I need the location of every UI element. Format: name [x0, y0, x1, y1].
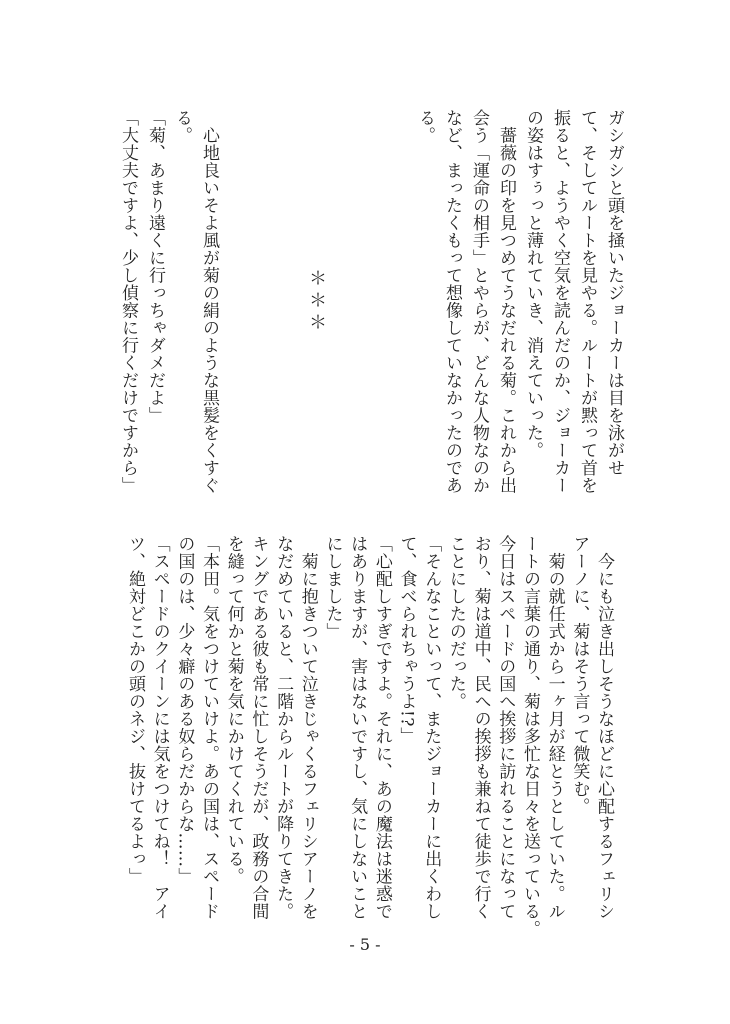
- text-line: アーノに、菊はそう言って微笑む。: [569, 535, 590, 815]
- bottom-text-block: [118, 535, 612, 938]
- text-line: はありますが、害はないですし、気にしないこと: [347, 535, 368, 920]
- text-line: ツ、絶対どこかの頭のネジ、抜けてるよっ」: [124, 535, 145, 885]
- text-line: 今日はスペードの国へ挨拶に訪れることになって: [495, 535, 516, 920]
- text-line: 「本田。気をつけていけよ。あの国は、スペード: [199, 535, 219, 920]
- text-line: なだめていると、二階からルートが降りてきた。: [273, 535, 294, 920]
- text-line: おり、菊は道中、民への挨拶も兼ねて徒歩で行く: [470, 535, 491, 920]
- blank-line: [352, 109, 379, 494]
- separator-stars: ＊＊＊: [306, 269, 327, 335]
- blank-line: [217, 109, 244, 494]
- text-line: キングである彼も常に忙しそうだが、政務の合間: [248, 535, 269, 920]
- text-line: 会う「運命の相手」とやらが、どんな人物なのか: [469, 109, 489, 494]
- text-line: を縫って何かと菊を気にかけてくれている。: [223, 535, 244, 885]
- text-line: 心地良いそよ風が菊の絹のような黒髪をくすぐ: [199, 109, 219, 494]
- top-text-block: [109, 109, 622, 494]
- text-line: 菊の就任式から一ヶ月が経とうとしていた。ル: [544, 535, 565, 920]
- text-line: ガシガシと頭を掻いたジョーカーは目を泳がせ: [604, 109, 624, 477]
- text-line: 「そんなこといって、またジョーカーに出くわし: [421, 535, 442, 920]
- blank-line: [379, 109, 406, 494]
- text-line: 「心配しすぎですよ。それに、あの魔法は迷惑で: [371, 535, 392, 920]
- text-line: 今にも泣き出しそうなほどに心配するフェリシ: [594, 535, 614, 920]
- text-line: 薔薇の印を見つめてうなだれる菊。これから出: [496, 109, 516, 494]
- text-line: 「大丈夫ですよ、少し偵察に行くだけですから」: [118, 109, 138, 494]
- text-line: 「菊、あまり遠くに行っちゃダメだよ」: [145, 109, 165, 424]
- text-line: の姿はすぅっと薄れていき、消えていった。: [523, 109, 543, 459]
- blank-line: [325, 109, 352, 494]
- blank-line: [271, 109, 298, 494]
- blank-line: [244, 109, 271, 494]
- page-number: - 5 -: [349, 935, 381, 954]
- text-line: など、まったくもって想像していなかったのであ: [442, 109, 462, 494]
- text-line: の国のは、少々癖のある奴らだからな……」: [174, 535, 195, 885]
- text-line: る。: [172, 109, 192, 144]
- text-line: にしました」: [322, 535, 343, 640]
- text-line: 振ると、ようやく空気を読んだのか、ジョーカー: [550, 109, 570, 494]
- text-line: る。: [415, 109, 435, 144]
- text-line: ートの言葉の通り、菊は多忙な日々を送っている。: [519, 535, 540, 938]
- text-line: て、食べられちゃうよ!?」: [396, 535, 417, 745]
- text-line: て、そしてルートを見やる。ルートが黙って首を: [577, 109, 597, 494]
- text-line: 「スペードのクイーンには気をつけてね！ アイ: [149, 535, 170, 920]
- scene-separator: [298, 109, 325, 494]
- text-line: 菊に抱きついて泣きじゃくるフェリシアーノを: [297, 535, 318, 920]
- text-line: ことにしたのだった。: [445, 535, 466, 710]
